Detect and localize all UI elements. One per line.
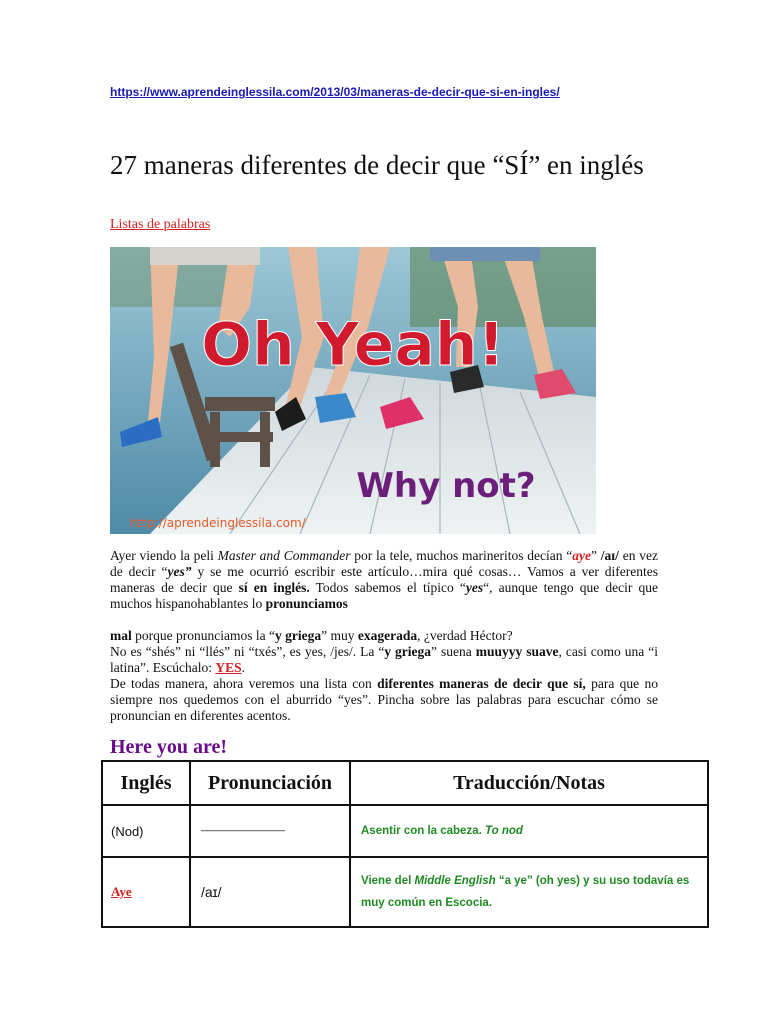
section-subheading: Here you are! <box>110 736 228 758</box>
pronunciation-cell: —————— <box>190 805 350 857</box>
list-intro-paragraph: De todas manera, ahora veremos una lista con diferentes maneras de decir que sí, para que no siempre nos quedemos con el aburrido “yes”. Pincha sobre las palabras para escuchar cómo se pronuncian en diferentes acentos. <box>110 676 658 723</box>
table-row <box>102 857 708 927</box>
table-header-row <box>102 761 708 805</box>
photo-headline-text: Oh Yeah! <box>201 310 505 380</box>
category-link[interactable]: Listas de palabras <box>110 217 211 232</box>
article-title: 27 maneras diferentes de decir que “SÍ” en inglés <box>110 150 644 180</box>
table-row <box>102 805 708 857</box>
note-cell: Viene del Middle English “a ye” (oh yes) y su uso todavía es muy común en Escocia. <box>350 857 708 927</box>
article-photo <box>110 247 596 534</box>
article-body <box>110 548 658 724</box>
photo-tagline-text: Why not? <box>356 466 536 506</box>
header-pronunciacion: Pronunciación <box>190 761 350 805</box>
pronunciation-paragraph: mal porque pronunciamos la “y griega” muy exagerada, ¿verdad Héctor? No es “shés” ni “llés” ni “txés”, es yes, /jes/. La “y griega” suena muuyyy suave, casi como una “i latina”. Escúchalo: YES. <box>110 628 658 675</box>
note-cell: Asentir con la cabeza. To nod <box>350 805 708 857</box>
yes-audio-link[interactable]: YES <box>215 660 242 675</box>
pronunciation-cell: /aɪ/ <box>190 857 350 927</box>
photo-watermark-text: http://aprendeinglessila.com/ <box>130 516 306 530</box>
intro-paragraph: Ayer viendo la peli Master and Commander por la tele, muchos marineritos decían “aye” /aɪ/ en vez de decir “yes” y se me ocurrió escribir este artículo…mira qué cosas… Vamos a ver diferentes maneras de decir que sí en inglés. Todos sabemos el típico “yes“, aunque tengo que decir que muchos hispanohablantes lo pronunciamos <box>110 548 658 611</box>
word-cell: (Nod) <box>102 805 190 857</box>
source-url-link[interactable]: https://www.aprendeinglessila.com/2013/03/maneras-de-decir-que-si-en-ingles/ <box>110 85 560 99</box>
word-cell <box>102 857 190 927</box>
yes-words-table <box>101 760 709 928</box>
aye-audio-link[interactable]: Aye <box>111 884 132 899</box>
header-ingles: Inglés <box>102 761 190 805</box>
header-traduccion: Traducción/Notas <box>350 761 708 805</box>
